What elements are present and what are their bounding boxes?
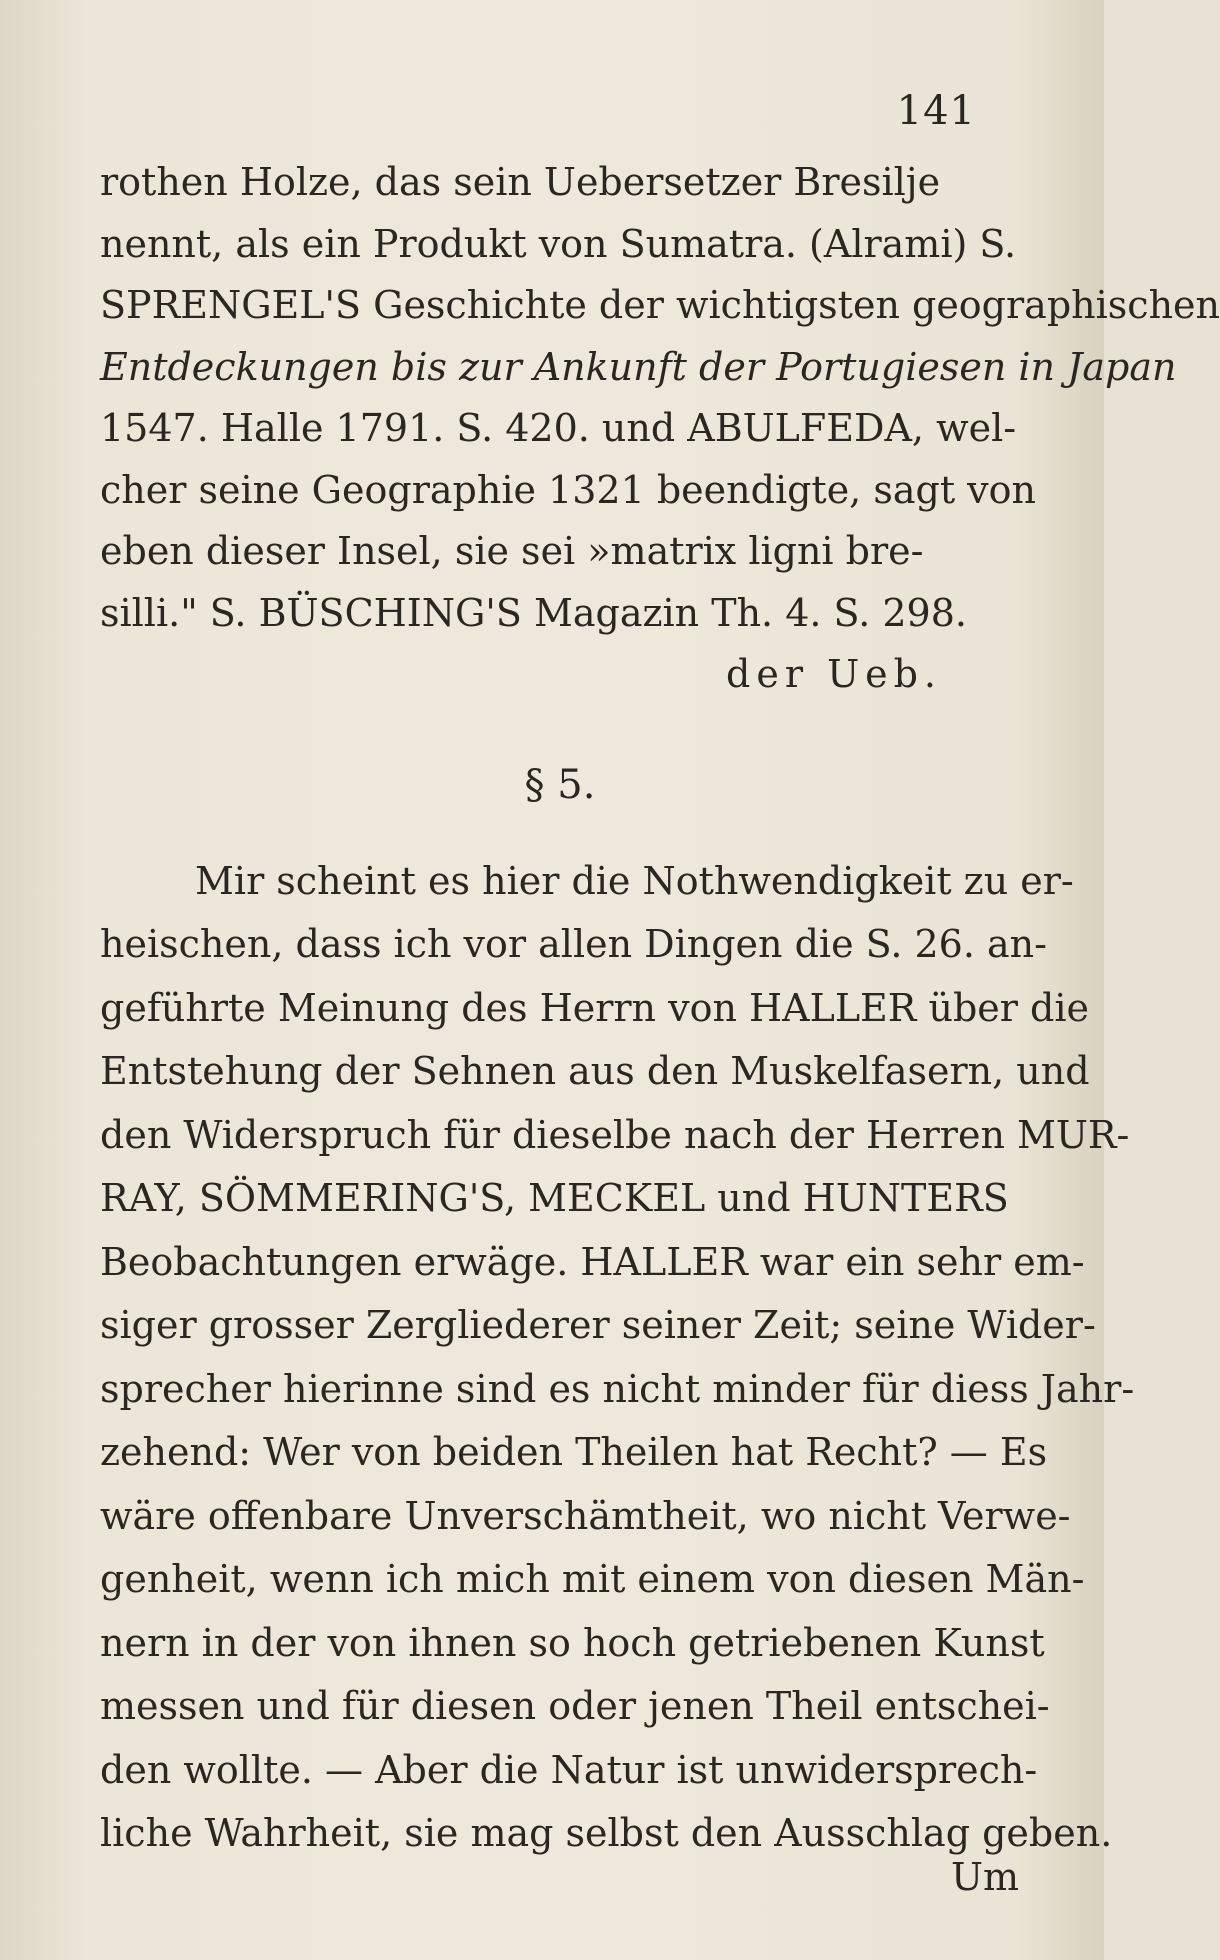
body-line: zehend: Wer von beiden Theilen hat Recht? — Es (100, 1430, 1048, 1474)
footnote-line: rothen Holze, das sein Uebersetzer Bresilje (100, 160, 941, 204)
page-number: 141 (896, 88, 976, 134)
footnote-line: eben dieser Insel, sie sei »matrix ligni bre- (100, 529, 924, 573)
body-line: messen und für diesen oder jenen Theil entschei- (100, 1684, 1050, 1728)
body-line: Entstehung der Sehnen aus den Muskelfasern, und (100, 1049, 1090, 1093)
body-line: siger grosser Zergliederer seiner Zeit; seine Wider- (100, 1303, 1096, 1347)
footnote-line: silli." S. BÜSCHING'S Magazin Th. 4. S. 298. (100, 590, 967, 635)
section-heading: § 5. (524, 761, 596, 808)
text-block (100, 152, 1220, 1866)
footnote-attribution: der Ueb. (726, 652, 942, 696)
body-line: RAY, SÖMMERING'S, MECKEL und HUNTERS (100, 1176, 1009, 1220)
body-line: den Widerspruch für dieselbe nach der Herren MUR- (100, 1112, 1130, 1157)
body-line: nern in der von ihnen so hoch getriebenen Kunst (100, 1620, 1045, 1665)
body-line: Beobachtungen erwäge. HALLER war ein sehr em- (100, 1239, 1085, 1284)
footnote-line: nennt, als ein Produkt von Sumatra. (Alrami) S. (100, 221, 1017, 266)
footnote-line: Entdeckungen bis zur Ankunft der Portugiesen in Japan (100, 344, 1177, 389)
body-line: geführte Meinung des Herrn von HALLER über die (100, 985, 1089, 1030)
body-line: wäre offenbare Unverschämtheit, wo nicht Verwe- (100, 1493, 1071, 1538)
body-line: heischen, dass ich vor allen Dingen die S. 26. an- (100, 922, 1047, 966)
footnote (100, 152, 1220, 706)
footnote-line: cher seine Geographie 1321 beendigte, sagt von (100, 467, 1036, 512)
catchword: Um (950, 1855, 1019, 1899)
body-line: Mir scheint es hier die Nothwendigkeit zu er- (195, 858, 1074, 903)
footnote-line: SPRENGEL'S Geschichte der wichtigsten geographischen (100, 283, 1220, 327)
body-line: sprecher hierinne sind es nicht minder für diess Jahr- (100, 1366, 1135, 1411)
body-line: liche Wahrheit, sie mag selbst den Ausschlag geben. (100, 1811, 1113, 1855)
body-line: den wollte. — Aber die Natur ist unwidersprech- (100, 1747, 1038, 1792)
body-paragraph (100, 850, 1135, 1866)
footnote-line: 1547. Halle 1791. S. 420. und ABULFEDA, wel- (100, 406, 1017, 450)
body-line: genheit, wenn ich mich mit einem von diesen Män- (100, 1557, 1085, 1601)
